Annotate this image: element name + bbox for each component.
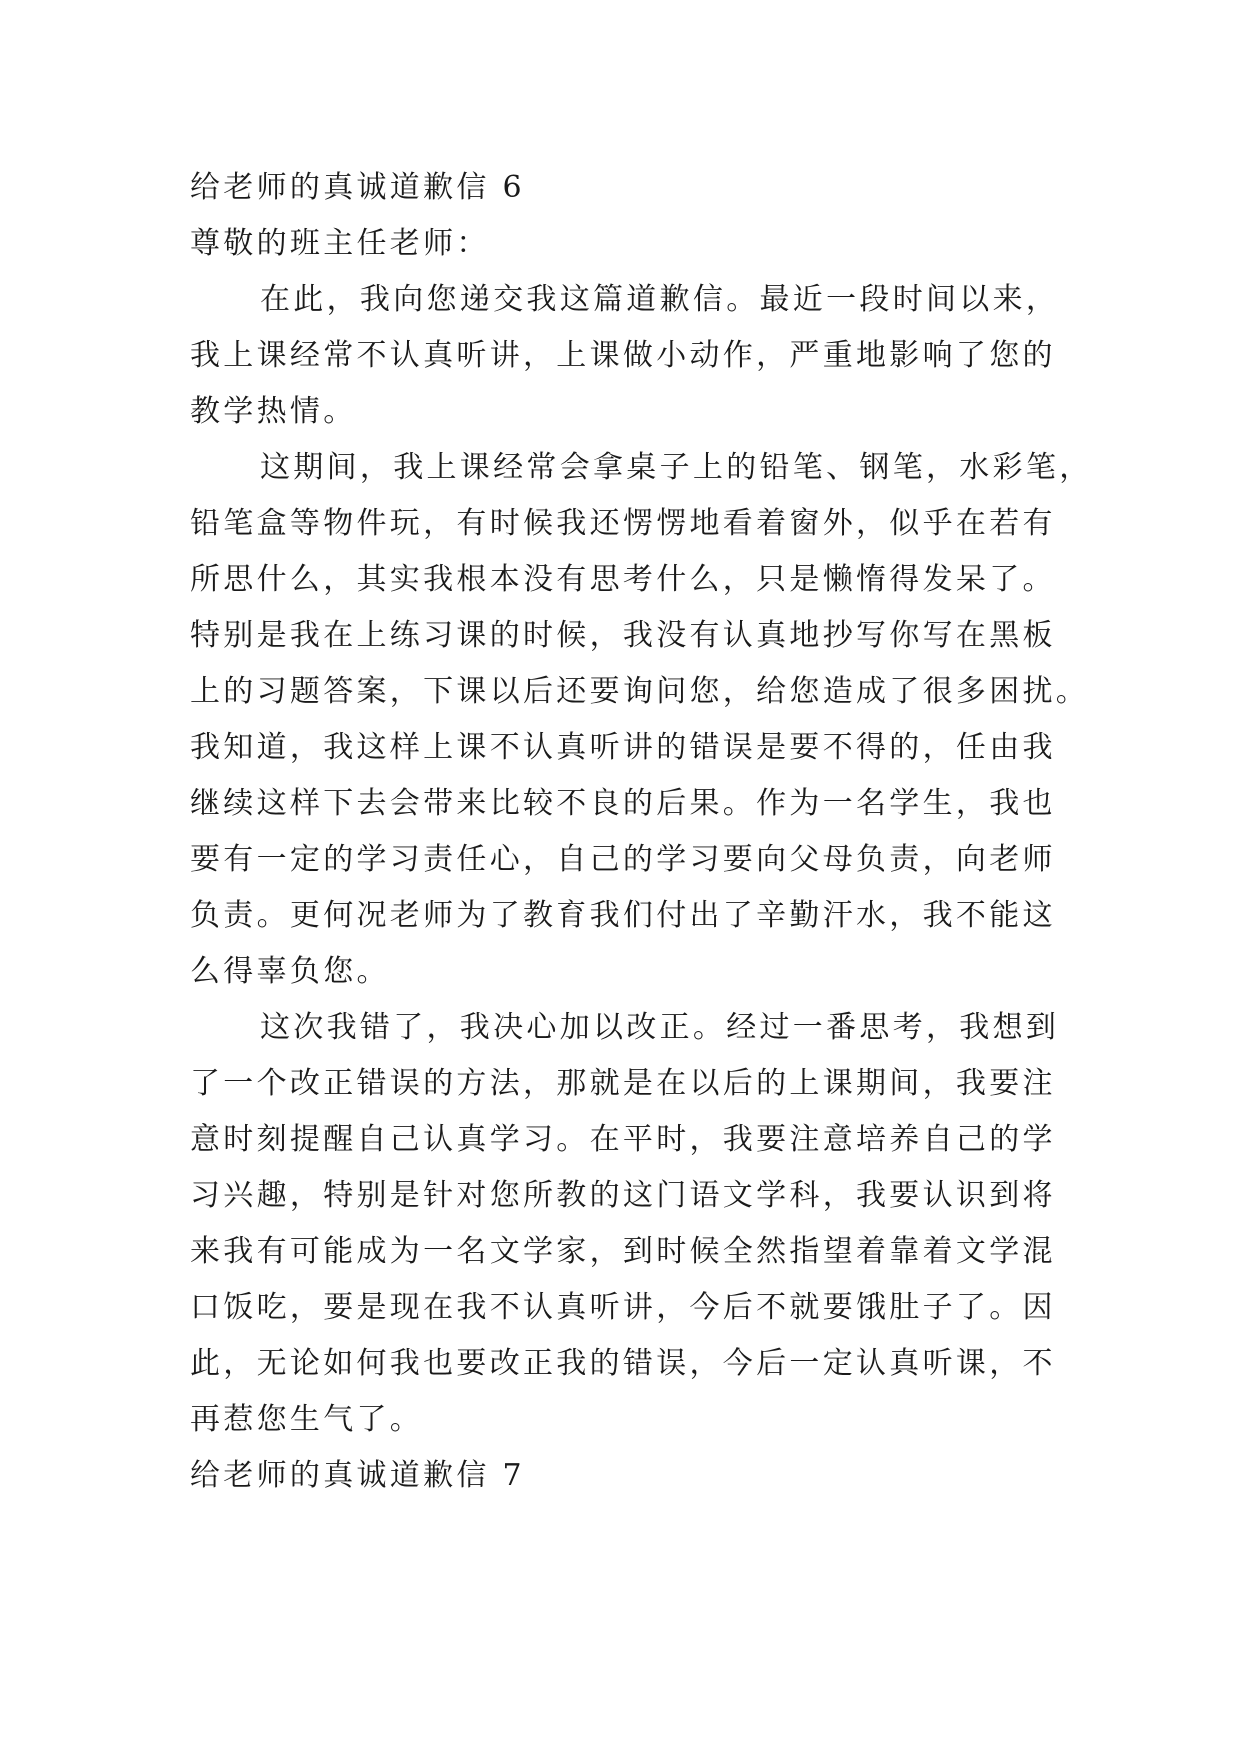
letter-heading-6: 给老师的真诚道歉信 6 bbox=[190, 170, 525, 205]
paragraph-2 bbox=[190, 440, 1093, 1000]
paragraph-line: 了一个改正错误的方法，那就是在以后的上课期间，我要注 bbox=[190, 1066, 1056, 1101]
paragraph-line: 特别是我在上练习课的时候，我没有认真地抄写你写在黑板 bbox=[190, 618, 1056, 653]
letter-heading-7: 给老师的真诚道歉信 7 bbox=[190, 1458, 525, 1493]
paragraph-line: 铅笔盒等物件玩，有时候我还愣愣地看着窗外，似乎在若有 bbox=[190, 506, 1056, 541]
paragraph-line: 负责。更何况老师为了教育我们付出了辛勤汗水，我不能这 bbox=[190, 898, 1056, 933]
paragraph-line: 再惹您生气了。 bbox=[190, 1402, 424, 1437]
paragraph-line: 教学热情。 bbox=[190, 394, 357, 429]
paragraph-line: 意时刻提醒自己认真学习。在平时，我要注意培养自己的学 bbox=[190, 1122, 1056, 1157]
paragraph-line: 来我有可能成为一名文学家，到时候全然指望着靠着文学混 bbox=[190, 1234, 1056, 1269]
paragraph-line: 口饭吃，要是现在我不认真听讲，今后不就要饿肚子了。因 bbox=[190, 1290, 1056, 1325]
paragraph-3 bbox=[190, 1000, 1070, 1448]
paragraph-line: 在此，我向您递交我这篇道歉信。最近一段时间以来， bbox=[260, 282, 1060, 317]
paragraph-line: 继续这样下去会带来比较不良的后果。作为一名学生，我也 bbox=[190, 786, 1056, 821]
paragraph-line: 要有一定的学习责任心，自己的学习要向父母负责，向老师 bbox=[190, 842, 1056, 877]
paragraph-line: 所思什么，其实我根本没有思考什么，只是懒惰得发呆了。 bbox=[190, 562, 1056, 597]
paragraph-line: 我知道，我这样上课不认真听讲的错误是要不得的，任由我 bbox=[190, 730, 1056, 765]
paragraph-line: 这期间，我上课经常会拿桌子上的铅笔、钢笔，水彩笔， bbox=[260, 450, 1093, 485]
paragraph-line: 习兴趣，特别是针对您所教的这门语文学科，我要认识到将 bbox=[190, 1178, 1056, 1213]
paragraph-line: 此，无论如何我也要改正我的错误，今后一定认真听课，不 bbox=[190, 1346, 1056, 1381]
paragraph-line: 么得辜负您。 bbox=[190, 954, 390, 989]
paragraph-line: 这次我错了，我决心加以改正。经过一番思考，我想到 bbox=[260, 1010, 1060, 1045]
paragraph-1 bbox=[190, 272, 1070, 440]
salutation: 尊敬的班主任老师： bbox=[190, 226, 490, 261]
paragraph-line: 上的习题答案，下课以后还要询问您，给您造成了很多困扰。 bbox=[190, 674, 1090, 709]
document-page bbox=[190, 160, 1093, 1504]
paragraph-line: 我上课经常不认真听讲，上课做小动作，严重地影响了您的 bbox=[190, 338, 1056, 373]
